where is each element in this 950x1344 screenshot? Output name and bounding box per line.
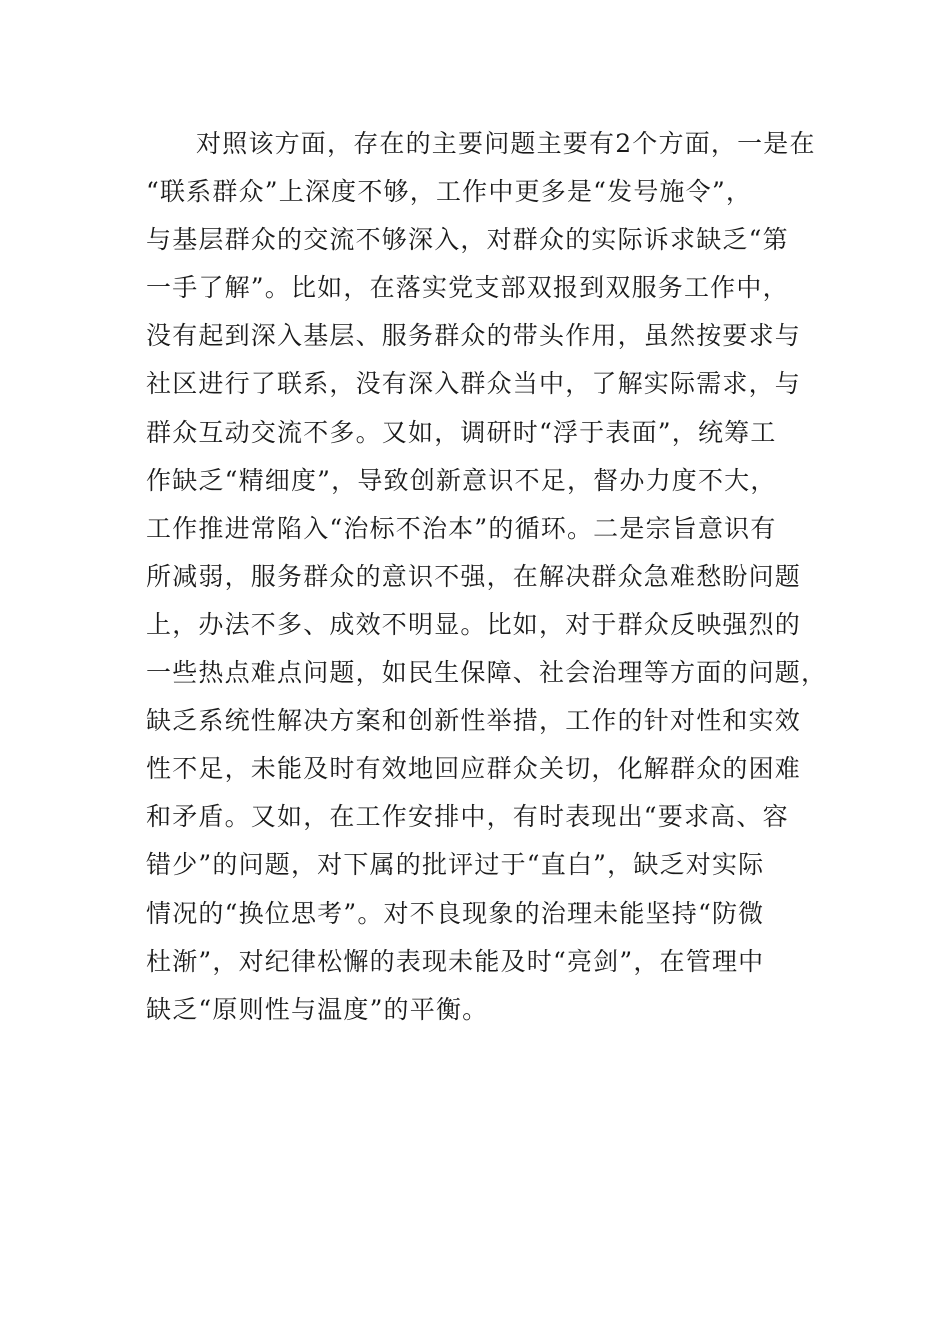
paragraph-line-4: 一手了解”。比如，在落实党支部双报到双服务工作中， (146, 273, 789, 303)
paragraph-line-12: 一些热点难点问题，如民生保障、社会治理等方面的问题， (146, 658, 828, 688)
paragraph-line-19: 缺乏“原则性与温度”的平衡。 (146, 994, 489, 1024)
paragraph-line-2: “联系群众”上深度不够，工作中更多是“发号施令”， (146, 177, 753, 207)
paragraph-line-14: 性不足，未能及时有效地回应群众关切，化解群众的困难 (146, 754, 802, 784)
paragraph-line-16: 错少”的问题，对下属的批评过于“直白”，缺乏对实际 (146, 850, 765, 880)
paragraph-line-3: 与基层群众的交流不够深入，对群众的实际诉求缺乏“第 (146, 225, 789, 255)
paragraph-line-1: 对照该方面，存在的主要问题主要有2个方面，一是在 (196, 129, 816, 158)
body-paragraph (146, 120, 828, 1034)
paragraph-line-7: 群众互动交流不多。又如，调研时“浮于表面”，统筹工 (146, 417, 777, 447)
paragraph-line-15: 和矛盾。又如，在工作安排中，有时表现出“要求高、容 (146, 802, 789, 832)
paragraph-line-11: 上，办法不多、成效不明显。比如，对于群众反映强烈的 (146, 609, 802, 639)
paragraph-line-6: 社区进行了联系，没有深入群众当中，了解实际需求，与 (146, 369, 802, 399)
paragraph-line-9: 工作推进常陷入“治标不治本”的循环。二是宗旨意识有 (146, 513, 777, 543)
paragraph-line-5: 没有起到深入基层、服务群众的带头作用，虽然按要求与 (146, 321, 802, 351)
paragraph-line-17: 情况的“换位思考”。对不良现象的治理未能坚持“防微 (146, 898, 765, 928)
paragraph-line-8: 作缺乏“精细度”，导致创新意识不足，督办力度不大， (146, 465, 777, 495)
paragraph-line-13: 缺乏系统性解决方案和创新性举措，工作的针对性和实效 (146, 706, 802, 736)
paragraph-line-18: 杜渐”，对纪律松懈的表现未能及时“亮剑”，在管理中 (146, 946, 765, 976)
paragraph-line-10: 所减弱，服务群众的意识不强，在解决群众急难愁盼问题 (146, 561, 802, 591)
